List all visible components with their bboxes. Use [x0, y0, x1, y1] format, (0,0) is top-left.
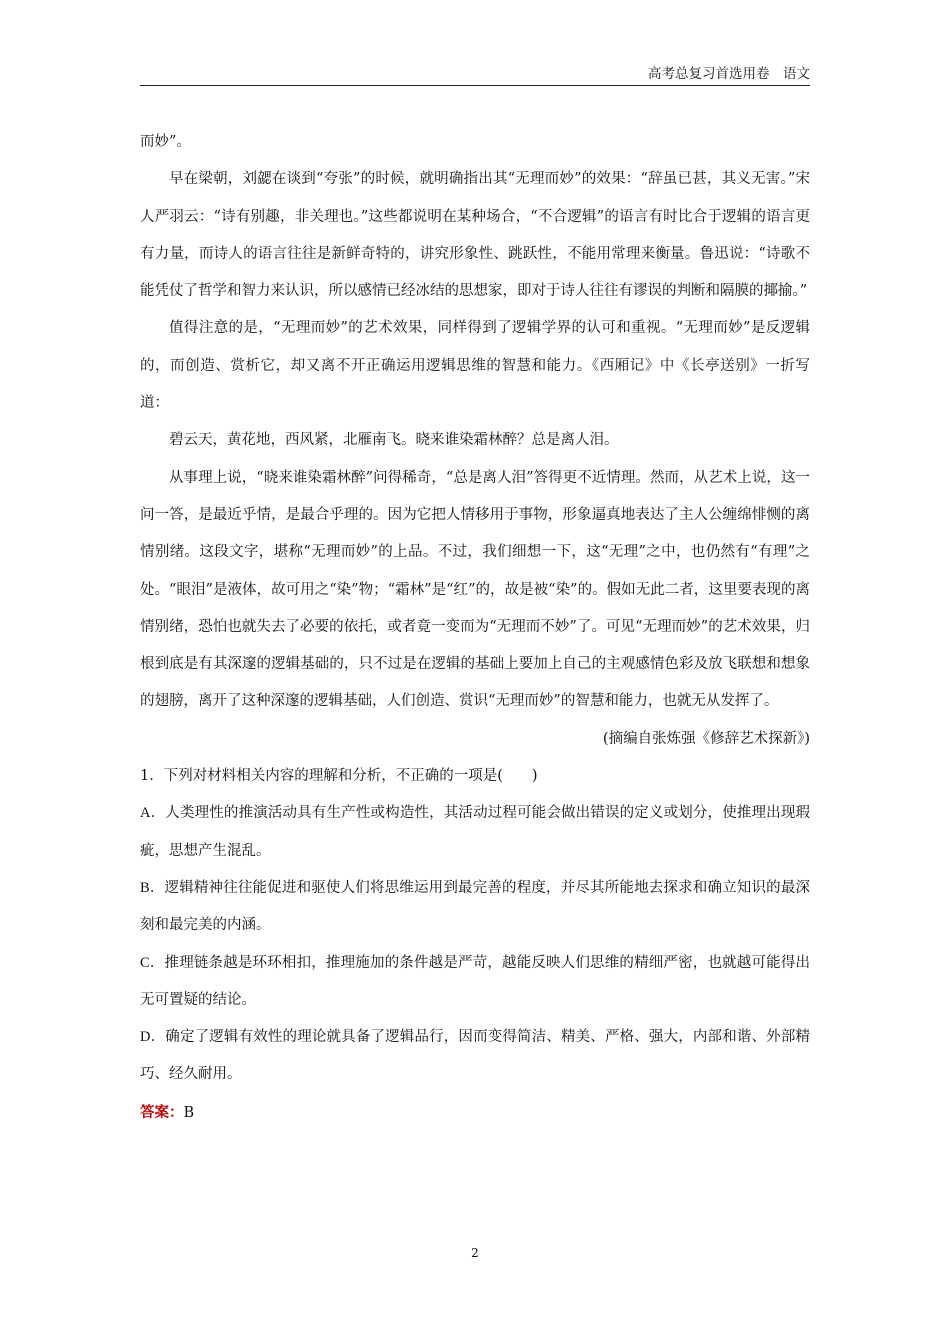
option-list: [140, 795, 810, 1093]
paragraph: 值得注意的是，“无理而妙”的艺术效果，同样得到了逻辑学界的认可和重视。“无理而妙”是反逻辑的，而创造、赏析它，却又离不开正确运用逻辑思维的智慧和能力。《西厢记》中《长亭送别》一折写道：: [140, 320, 810, 412]
answer: [140, 1094, 810, 1132]
paragraph-continuation: 而妙”。: [140, 134, 191, 150]
verse-quote: 碧云天，黄花地，西风紧，北雁南飞。晓来谁染霜林醉？总是离人泪。: [169, 432, 619, 449]
paragraph: 早在梁朝，刘勰在谈到“夸张”的时候，就明确指出其“无理而妙”的效果：“辞虽已甚，其义无害。”宋人严羽云：“诗有别趣，非关理也。”这些都说明在某种场合，“不合逻辑”的语言有时比合于逻辑的语言更有力量，而诗人的语言往往是新鲜奇特的，讲究形象性、跳跃性，不能用常理来衡量。鲁迅说：“诗歌不能凭仗了哲学和智力来认识，所以感情已经冰结的思想家，即对于诗人往往有谬误的判断和隔膜的揶揄。”: [140, 171, 810, 300]
option-d: D．确定了逻辑有效性的理论就具备了逻辑品行，因而变得简洁、精美、严格、强大，内部和谐、外部精巧、经久耐用。: [140, 1029, 810, 1083]
answer-value: B: [183, 1104, 195, 1121]
header-divider: [140, 85, 810, 86]
question-stem: 1．下列对材料相关内容的理解和分析，不正确的一项是( ): [140, 768, 538, 785]
page-number: 2: [471, 1246, 479, 1260]
option-a: A．人类理性的推演活动具有生产性或构造性，其活动过程可能会做出错误的定义或划分，使推理出现瑕疵，思想产生混乱。: [140, 805, 810, 859]
option-c: C．推理链条越是环环相扣，推理施加的条件越是严苛，越能反映人们思维的精细严密，也就越可能得出无可置疑的结论。: [140, 954, 810, 1008]
option-b: B．逻辑精神往往能促进和驱使人们将思维运用到最完善的程度，并尽其所能地去探求和确立知识的最深刻和最完美的内涵。: [140, 879, 810, 934]
paragraph: 从事理上说，“晓来谁染霜林醉”问得稀奇，“总是离人泪”答得更不近情理。然而，从艺术上说，这一问一答，是最近乎情，是最合乎理的。因为它把人情移用于事物，形象逼真地表达了主人公缠绵悱恻的离情别绪。这段文字，堪称“无理而妙”的上品。不过，我们细想一下，这“无理”之中，也仍然有“有理”之处。“眼泪”是液体，故可用之“染”物；“霜林”是“红”的，故是被“染”的。假如无此二者，这里要表现的离情别绪，恐怕也就失去了必要的依托，或者竟一变而为“无理而不妙”了。可见“无理而妙”的艺术效果，归根到底是有其深邃的逻辑基础的，只不过是在逻辑的基础上要加上自己的主观感情色彩及放飞联想和想象的翅膀，离开了这种深邃的逻辑基础，人们创造、赏识“无理而妙”的智慧和能力，也就无从发挥了。: [140, 469, 810, 710]
document-body: [140, 124, 810, 1132]
running-header: 高考总复习首选用卷 语文: [648, 66, 810, 82]
answer-label: 答案：: [140, 1103, 184, 1121]
source-citation: (摘编自张炼强《修辞艺术探新》): [602, 730, 810, 747]
